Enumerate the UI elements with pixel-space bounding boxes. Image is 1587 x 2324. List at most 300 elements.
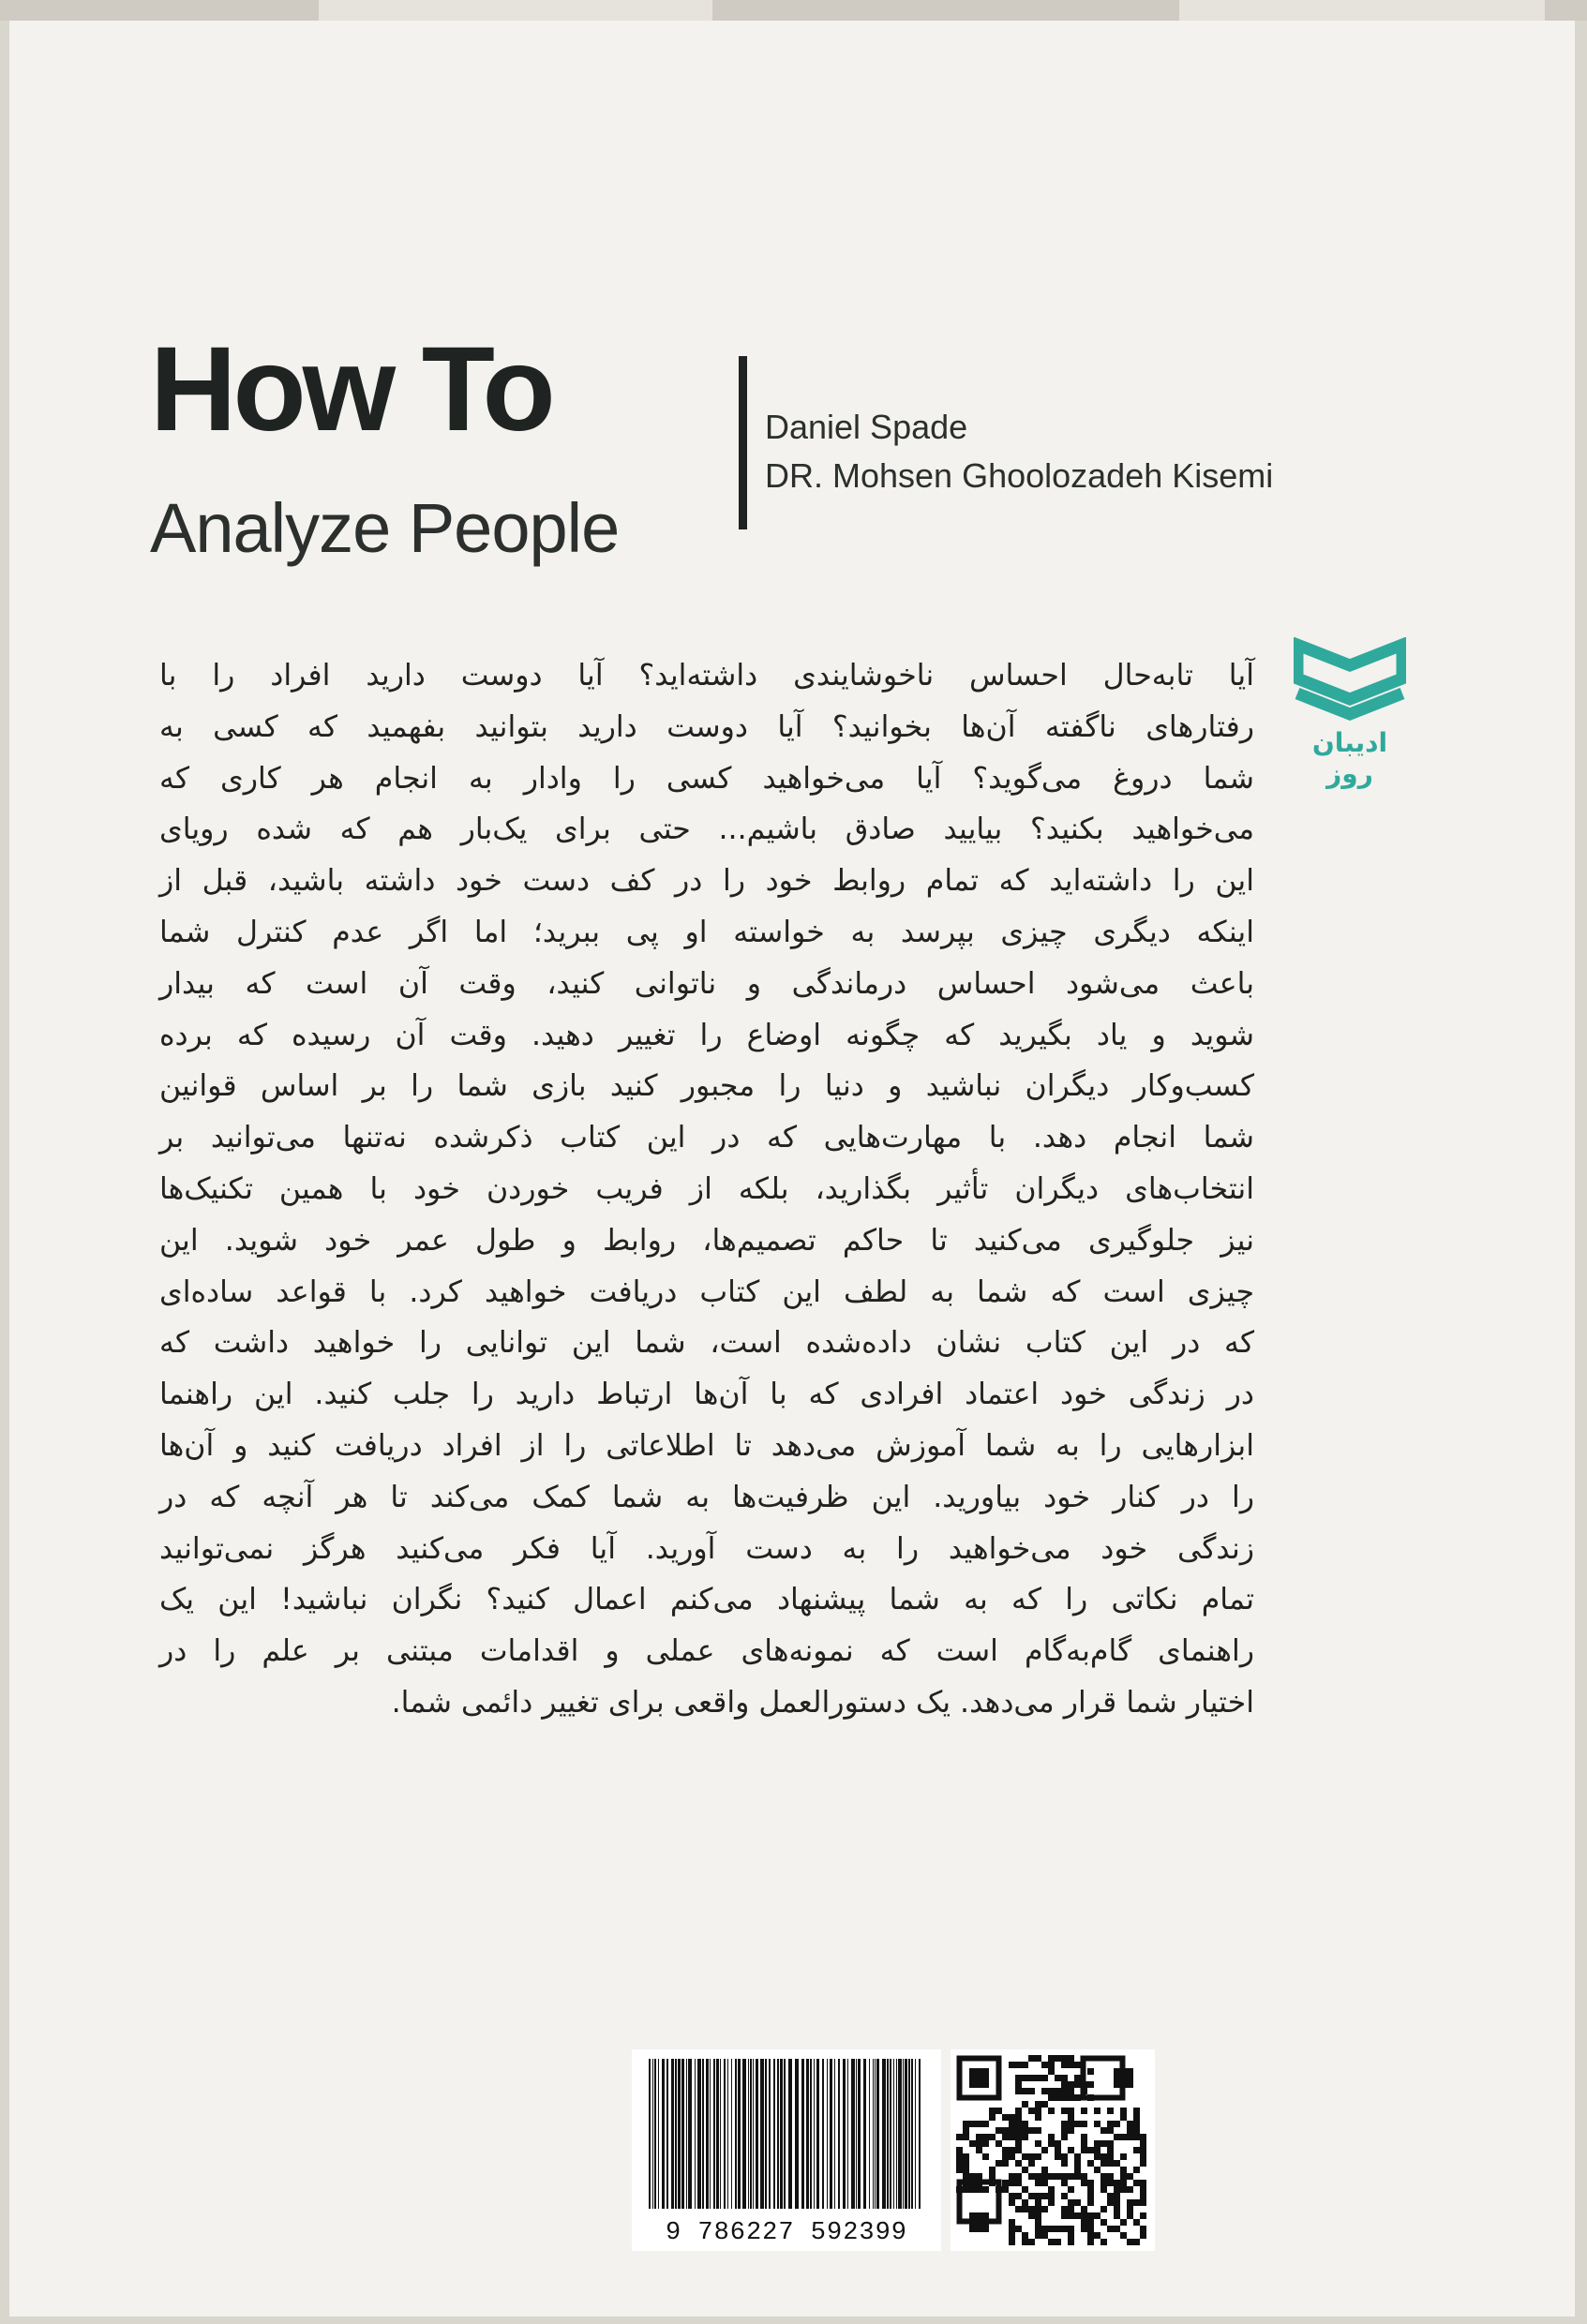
publisher-logo (1286, 637, 1414, 789)
qr-module (1068, 2147, 1074, 2153)
barcode-bar (788, 2059, 792, 2209)
qr-module (989, 2114, 996, 2121)
qr-module (1061, 2088, 1068, 2094)
qr-module (1002, 2180, 1009, 2186)
qr-module (1048, 2062, 1055, 2068)
qr-module (1081, 2206, 1087, 2212)
qr-module (1068, 2206, 1074, 2212)
qr-module (1055, 2140, 1061, 2147)
qr-module (996, 2160, 1002, 2167)
qr-module (1133, 2219, 1140, 2226)
qr-module (1094, 2121, 1100, 2127)
barcode-bar (822, 2059, 824, 2209)
qr-module (1028, 2153, 1035, 2160)
qr-module (1133, 2114, 1140, 2121)
qr-module (1015, 2134, 1022, 2140)
qr-module (1140, 2134, 1146, 2140)
qr-module (1048, 2186, 1055, 2193)
qr-module (1015, 2114, 1022, 2121)
qr-module (1114, 2193, 1120, 2199)
qr-module (1068, 2186, 1074, 2193)
qr-module (1120, 2167, 1127, 2173)
publisher-name: ادیبان روز (1311, 727, 1388, 789)
qr-module (1127, 2212, 1133, 2219)
qr-module (1100, 2206, 1107, 2212)
qr-module (1114, 2180, 1120, 2186)
blurb-line: اختیار شما قرار می‌دهد. یک دستورالعمل واقعی برای تغییر دائمی شما. (391, 1685, 1254, 1720)
qr-module (1133, 2147, 1140, 2153)
barcode-bar (727, 2059, 728, 2209)
qr-module (996, 2140, 1002, 2147)
qr-module (1120, 2232, 1127, 2239)
qr-module (989, 2173, 996, 2180)
qr-module (1140, 2140, 1146, 2147)
qr-module (1061, 2062, 1068, 2068)
qr-module (1035, 2232, 1041, 2239)
qr-module (1002, 2147, 1009, 2153)
qr-module (1009, 2153, 1015, 2160)
qr-module (1055, 2153, 1061, 2160)
qr-module (1002, 2127, 1009, 2134)
qr-finder-center (969, 2068, 989, 2088)
blurb-line: در زندگی خود اعتماد افرادی که با آن‌ها ارتباط دارید را جلب کنید. این راهنما (159, 1378, 1254, 1412)
blurb-line: راهنمای گام‌به‌گام است که نمونه‌های عملی و اقدامات مبتنی بر علم را در (159, 1634, 1254, 1669)
qr-module (1081, 2180, 1087, 2186)
qr-module (1048, 2068, 1055, 2075)
barcode-bar (915, 2059, 916, 2209)
barcode-bar (847, 2059, 848, 2209)
scan-edge-segment (319, 0, 712, 21)
qr-module (1081, 2212, 1087, 2219)
qr-module (1140, 2180, 1146, 2186)
barcode-bar (654, 2059, 656, 2209)
barcode-bar (908, 2059, 910, 2209)
barcode-bar (710, 2059, 711, 2209)
qr-module (963, 2186, 969, 2193)
qr-module (1127, 2121, 1133, 2127)
qr-module (1015, 2127, 1022, 2134)
qr-module (1074, 2081, 1081, 2088)
blurb-line: می‌خواهید بکنید؟ بیایید صادق باشیم... حتی برای یک‌بار هم که شده رویای (159, 812, 1254, 847)
qr-module (1068, 2199, 1074, 2206)
qr-module (1140, 2147, 1146, 2153)
qr-module (963, 2153, 969, 2160)
qr-module (1133, 2108, 1140, 2114)
qr-module (1087, 2199, 1094, 2206)
qr-module (1028, 2239, 1035, 2245)
qr-module (1035, 2212, 1041, 2219)
qr-module (1133, 2180, 1140, 2186)
barcode-bar (875, 2059, 876, 2209)
qr-module (1035, 2199, 1041, 2206)
qr-module (1041, 2167, 1048, 2173)
qr-module (1061, 2075, 1068, 2081)
qr-module (1041, 2232, 1048, 2239)
qr-module (1081, 2108, 1087, 2114)
qr-module (1140, 2199, 1146, 2206)
qr-module (976, 2140, 982, 2147)
qr-module (1061, 2108, 1068, 2114)
barcode-bar (801, 2059, 804, 2209)
qr-module (1022, 2186, 1028, 2193)
qr-module (1081, 2173, 1087, 2180)
qr-module (1133, 2167, 1140, 2173)
qr-module (1140, 2212, 1146, 2219)
qr-module (1035, 2153, 1041, 2160)
barcode-bar (713, 2059, 715, 2209)
qr-module (1035, 2108, 1041, 2114)
qr-module (1061, 2193, 1068, 2199)
qr-module (1009, 2232, 1015, 2239)
qr-module (1074, 2212, 1081, 2219)
qr-module (1068, 2114, 1074, 2121)
qr-module (963, 2167, 969, 2173)
barcode-bar (735, 2059, 737, 2209)
qr-module (1041, 2193, 1048, 2199)
book-title-main: How To (150, 322, 552, 456)
barcode-bar (830, 2059, 832, 2209)
qr-module (1022, 2101, 1028, 2108)
qr-module (1035, 2219, 1041, 2226)
qr-module (1015, 2108, 1022, 2114)
qr-module (1041, 2180, 1048, 2186)
barcode-bar (851, 2059, 855, 2209)
qr-module (1015, 2121, 1022, 2127)
qr-module (1022, 2134, 1028, 2140)
qr-module (1015, 2173, 1022, 2180)
qr-module (1009, 2062, 1015, 2068)
qr-module (1107, 2127, 1114, 2134)
qr-module (982, 2153, 989, 2160)
qr-module (1009, 2239, 1015, 2245)
qr-module (1048, 2226, 1055, 2232)
qr-module (1074, 2121, 1081, 2127)
qr-module (1120, 2134, 1127, 2140)
qr-module (1094, 2108, 1100, 2114)
qr-module (1127, 2134, 1133, 2140)
qr-module (1009, 2180, 1015, 2186)
barcode-bar (903, 2059, 904, 2209)
qr-module (1087, 2226, 1094, 2232)
blurb-line: را در کنار خود بیاورید. این ظرفیت‌ها به شما کمک می‌کند تا هر آنچه که در (159, 1480, 1254, 1514)
qr-module (1009, 2199, 1015, 2206)
qr-module (982, 2121, 989, 2127)
qr-module (1114, 2121, 1120, 2127)
qr-module (1114, 2134, 1120, 2140)
qr-module (1087, 2160, 1094, 2167)
barcode-bar (893, 2059, 894, 2209)
qr-module (1140, 2232, 1146, 2239)
qr-module (1022, 2199, 1028, 2206)
qr-module (1127, 2239, 1133, 2245)
qr-module (1022, 2127, 1028, 2134)
blurb-line: آیا تابه‌حال احساس ناخوشایندی داشته‌اید؟ آیا دوست دارید افراد را با (159, 659, 1254, 693)
qr-module (1002, 2160, 1009, 2167)
qr-module (1028, 2160, 1035, 2167)
qr-module (1041, 2173, 1048, 2180)
qr-module (1035, 2226, 1041, 2232)
qr-module (963, 2173, 969, 2180)
qr-module (963, 2160, 969, 2167)
barcode-bar (756, 2059, 758, 2209)
qr-module (1041, 2088, 1048, 2094)
qr-module (976, 2121, 982, 2127)
barcode-bar (671, 2059, 674, 2209)
qr-code-pattern (956, 2055, 1149, 2245)
qr-module (1061, 2226, 1068, 2232)
qr-module (1061, 2173, 1068, 2180)
qr-module (1048, 2088, 1055, 2094)
qr-module (1127, 2186, 1133, 2193)
blurb-line: تمام نکاتی را که به شما پیشنهاد می‌کنم اعمال کنید؟ نگران نباشید! این یک (159, 1583, 1254, 1617)
qr-module (1015, 2206, 1022, 2212)
qr-module (1048, 2055, 1055, 2062)
qr-module (976, 2134, 982, 2140)
qr-module (1114, 2226, 1120, 2232)
qr-module (1107, 2193, 1114, 2199)
qr-module (1107, 2108, 1114, 2114)
qr-module (1061, 2212, 1068, 2219)
qr-module (1068, 2173, 1074, 2180)
qr-module (1061, 2121, 1068, 2127)
qr-module (1081, 2121, 1087, 2127)
qr-module (1087, 2193, 1094, 2199)
qr-module (1074, 2153, 1081, 2160)
qr-module (1035, 2206, 1041, 2212)
barcode-bar (873, 2059, 874, 2209)
qr-module (1087, 2068, 1094, 2075)
qr-module (1074, 2062, 1081, 2068)
qr-module (1133, 2134, 1140, 2140)
qr-module (1009, 2219, 1015, 2226)
barcode-bar (858, 2059, 861, 2209)
isbn-barcode (632, 2049, 941, 2251)
barcode-bar (911, 2059, 913, 2209)
qr-module (1074, 2199, 1081, 2206)
qr-module (1107, 2199, 1114, 2206)
qr-module (1107, 2226, 1114, 2232)
qr-module (1028, 2088, 1035, 2094)
qr-module (1028, 2127, 1035, 2134)
qr-module (1094, 2147, 1100, 2153)
qr-module (963, 2134, 969, 2140)
blurb-line: زندگی خود می‌خواهید را به دست آورید. آیا فکر می‌کنید هرگز نمی‌توانید (159, 1531, 1254, 1566)
qr-module (1081, 2219, 1087, 2226)
barcode-bar (742, 2059, 746, 2209)
barcode-bar (731, 2059, 732, 2209)
qr-module (1068, 2226, 1074, 2232)
qr-module (1015, 2140, 1022, 2147)
barcode-bar (697, 2059, 701, 2209)
qr-module (1061, 2127, 1068, 2134)
blurb-line: ابزارهایی را به شما آموزش می‌دهد تا اطلاعاتی را از افراد دریافت کنید و آن‌ها (159, 1428, 1254, 1463)
barcode-bar (769, 2059, 771, 2209)
qr-module (1028, 2206, 1035, 2212)
qr-module (976, 2147, 982, 2153)
qr-module (1074, 2075, 1081, 2081)
barcode-bar (898, 2059, 902, 2209)
qr-module (1120, 2114, 1127, 2121)
qr-module (1140, 2226, 1146, 2232)
qr-module (1120, 2153, 1127, 2160)
qr-module (1094, 2140, 1100, 2147)
qr-module (1015, 2160, 1022, 2167)
qr-module (1107, 2147, 1114, 2153)
qr-module (1002, 2114, 1009, 2121)
qr-module (1127, 2206, 1133, 2212)
qr-module (1035, 2101, 1041, 2108)
qr-module (1068, 2055, 1074, 2062)
qr-module (1009, 2121, 1015, 2127)
qr-module (1022, 2088, 1028, 2094)
barcode-bar (795, 2059, 799, 2209)
qr-finder-center (1114, 2068, 1133, 2088)
translator-name: DR. Mohsen Ghoolozadeh Kisemi (765, 456, 1274, 495)
back-cover-blurb (159, 650, 1254, 1729)
qr-module (1055, 2239, 1061, 2245)
barcode-bar (838, 2059, 840, 2209)
qr-module (1100, 2239, 1107, 2245)
qr-module (1120, 2219, 1127, 2226)
blurb-line: که در این کتاب نشان داده‌شده است، شما این توانایی را خواهید داشت که (159, 1326, 1254, 1361)
qr-module (1094, 2153, 1100, 2160)
barcode-bar (716, 2059, 719, 2209)
qr-module (1061, 2160, 1068, 2167)
qr-module (1055, 2088, 1061, 2094)
barcode-bar (760, 2059, 764, 2209)
barcode-bar (666, 2059, 668, 2209)
barcode-bar (706, 2059, 709, 2209)
qr-module (1081, 2140, 1087, 2147)
qr-module (1028, 2173, 1035, 2180)
qr-module (1087, 2232, 1094, 2239)
qr-module (982, 2186, 989, 2193)
qr-module (989, 2108, 996, 2114)
qr-module (1107, 2173, 1114, 2180)
qr-module (1114, 2186, 1120, 2193)
scan-top-strip (0, 0, 1587, 21)
qr-finder-center (969, 2212, 989, 2232)
barcode-bar (834, 2059, 835, 2209)
qr-module (1094, 2167, 1100, 2173)
barcode-bar (905, 2059, 907, 2209)
barcode-bar (863, 2059, 866, 2209)
qr-module (996, 2127, 1002, 2134)
qr-module (1074, 2094, 1081, 2101)
qr-module (1100, 2160, 1107, 2167)
qr-module (1081, 2147, 1087, 2153)
barcode-bar (843, 2059, 846, 2209)
book-back-cover (9, 21, 1575, 2317)
barcode-bar (780, 2059, 783, 2209)
qr-module (976, 2186, 982, 2193)
qr-module (1087, 2186, 1094, 2193)
qr-module (1120, 2108, 1127, 2114)
qr-module (1133, 2199, 1140, 2206)
qr-module (1061, 2180, 1068, 2186)
qr-module (1100, 2140, 1107, 2147)
qr-module (1120, 2186, 1127, 2193)
barcode-bar (753, 2059, 754, 2209)
blurb-line: شما انجام دهد. با مهارت‌هایی که در این کتاب ذکرشده نه‌تنها می‌توانید بر (159, 1121, 1254, 1155)
qr-module (1133, 2127, 1140, 2134)
qr-module (1035, 2140, 1041, 2147)
barcode-bar (688, 2059, 692, 2209)
qr-module (1140, 2186, 1146, 2193)
qr-module (1087, 2081, 1094, 2088)
qr-module (1048, 2239, 1055, 2245)
blurb-line: رفتارهای ناگفته آن‌ها بخوانید؟ آیا دوست دارید بتوانید بفهمید که کسی به (159, 709, 1254, 744)
blurb-line: شوید و یاد بگیرید که چگونه اوضاع را تغییر دهید. وقت آن رسیده که برده (159, 1018, 1254, 1052)
qr-code (951, 2049, 1155, 2251)
qr-module (1068, 2062, 1074, 2068)
qr-module (1009, 2134, 1015, 2140)
qr-module (1140, 2193, 1146, 2199)
qr-module (1028, 2055, 1035, 2062)
qr-module (1140, 2153, 1146, 2160)
qr-module (1009, 2127, 1015, 2134)
qr-module (1022, 2232, 1028, 2239)
barcode-bar (896, 2059, 897, 2209)
qr-module (1015, 2081, 1022, 2088)
qr-module (1100, 2153, 1107, 2160)
qr-module (1061, 2094, 1068, 2101)
qr-module (1041, 2062, 1048, 2068)
qr-module (1015, 2180, 1022, 2186)
qr-module (1061, 2134, 1068, 2140)
qr-module (1015, 2062, 1022, 2068)
barcode-bar (876, 2059, 879, 2209)
barcode-bar (695, 2059, 696, 2209)
qr-module (963, 2121, 969, 2127)
barcode-bar (649, 2059, 651, 2209)
barcode-bar (784, 2059, 786, 2209)
blurb-line: باعث می‌شود احساس درماندگی و ناتوانی کنید، وقت آن است که بیدار (159, 966, 1254, 1001)
blurb-line: چیزی است که شما به لطف این کتاب دریافت خواهید کرد. با قواعد ساده‌ای (159, 1274, 1254, 1309)
barcode-bar (750, 2059, 752, 2209)
qr-module (976, 2173, 982, 2180)
qr-module (1061, 2055, 1068, 2062)
qr-module (1055, 2226, 1061, 2232)
qr-module (1100, 2186, 1107, 2193)
qr-module (989, 2167, 996, 2173)
qr-module (1068, 2239, 1074, 2245)
qr-module (1107, 2153, 1114, 2160)
qr-module (1094, 2212, 1100, 2219)
qr-module (1041, 2226, 1048, 2232)
barcode-bar (806, 2059, 809, 2209)
barcode-bar (652, 2059, 653, 2209)
qr-module (1107, 2180, 1114, 2186)
blurb-line: این را داشته‌اید که تمام روابط خود را در کف دست خود داشته باشید، قبل از (159, 864, 1254, 899)
qr-module (1061, 2153, 1068, 2160)
qr-module (1107, 2160, 1114, 2167)
qr-module (1035, 2180, 1041, 2186)
qr-module (1022, 2121, 1028, 2127)
qr-module (1087, 2219, 1094, 2226)
qr-module (1048, 2134, 1055, 2140)
barcode-bar (662, 2059, 665, 2209)
qr-module (1041, 2101, 1048, 2108)
barcode-bars (645, 2059, 928, 2209)
qr-module (1087, 2147, 1094, 2153)
barcode-bar (675, 2059, 677, 2209)
qr-module (1074, 2173, 1081, 2180)
qr-module (1015, 2147, 1022, 2153)
barcode-bar (748, 2059, 749, 2209)
qr-module (1022, 2062, 1028, 2068)
qr-module (1028, 2212, 1035, 2219)
